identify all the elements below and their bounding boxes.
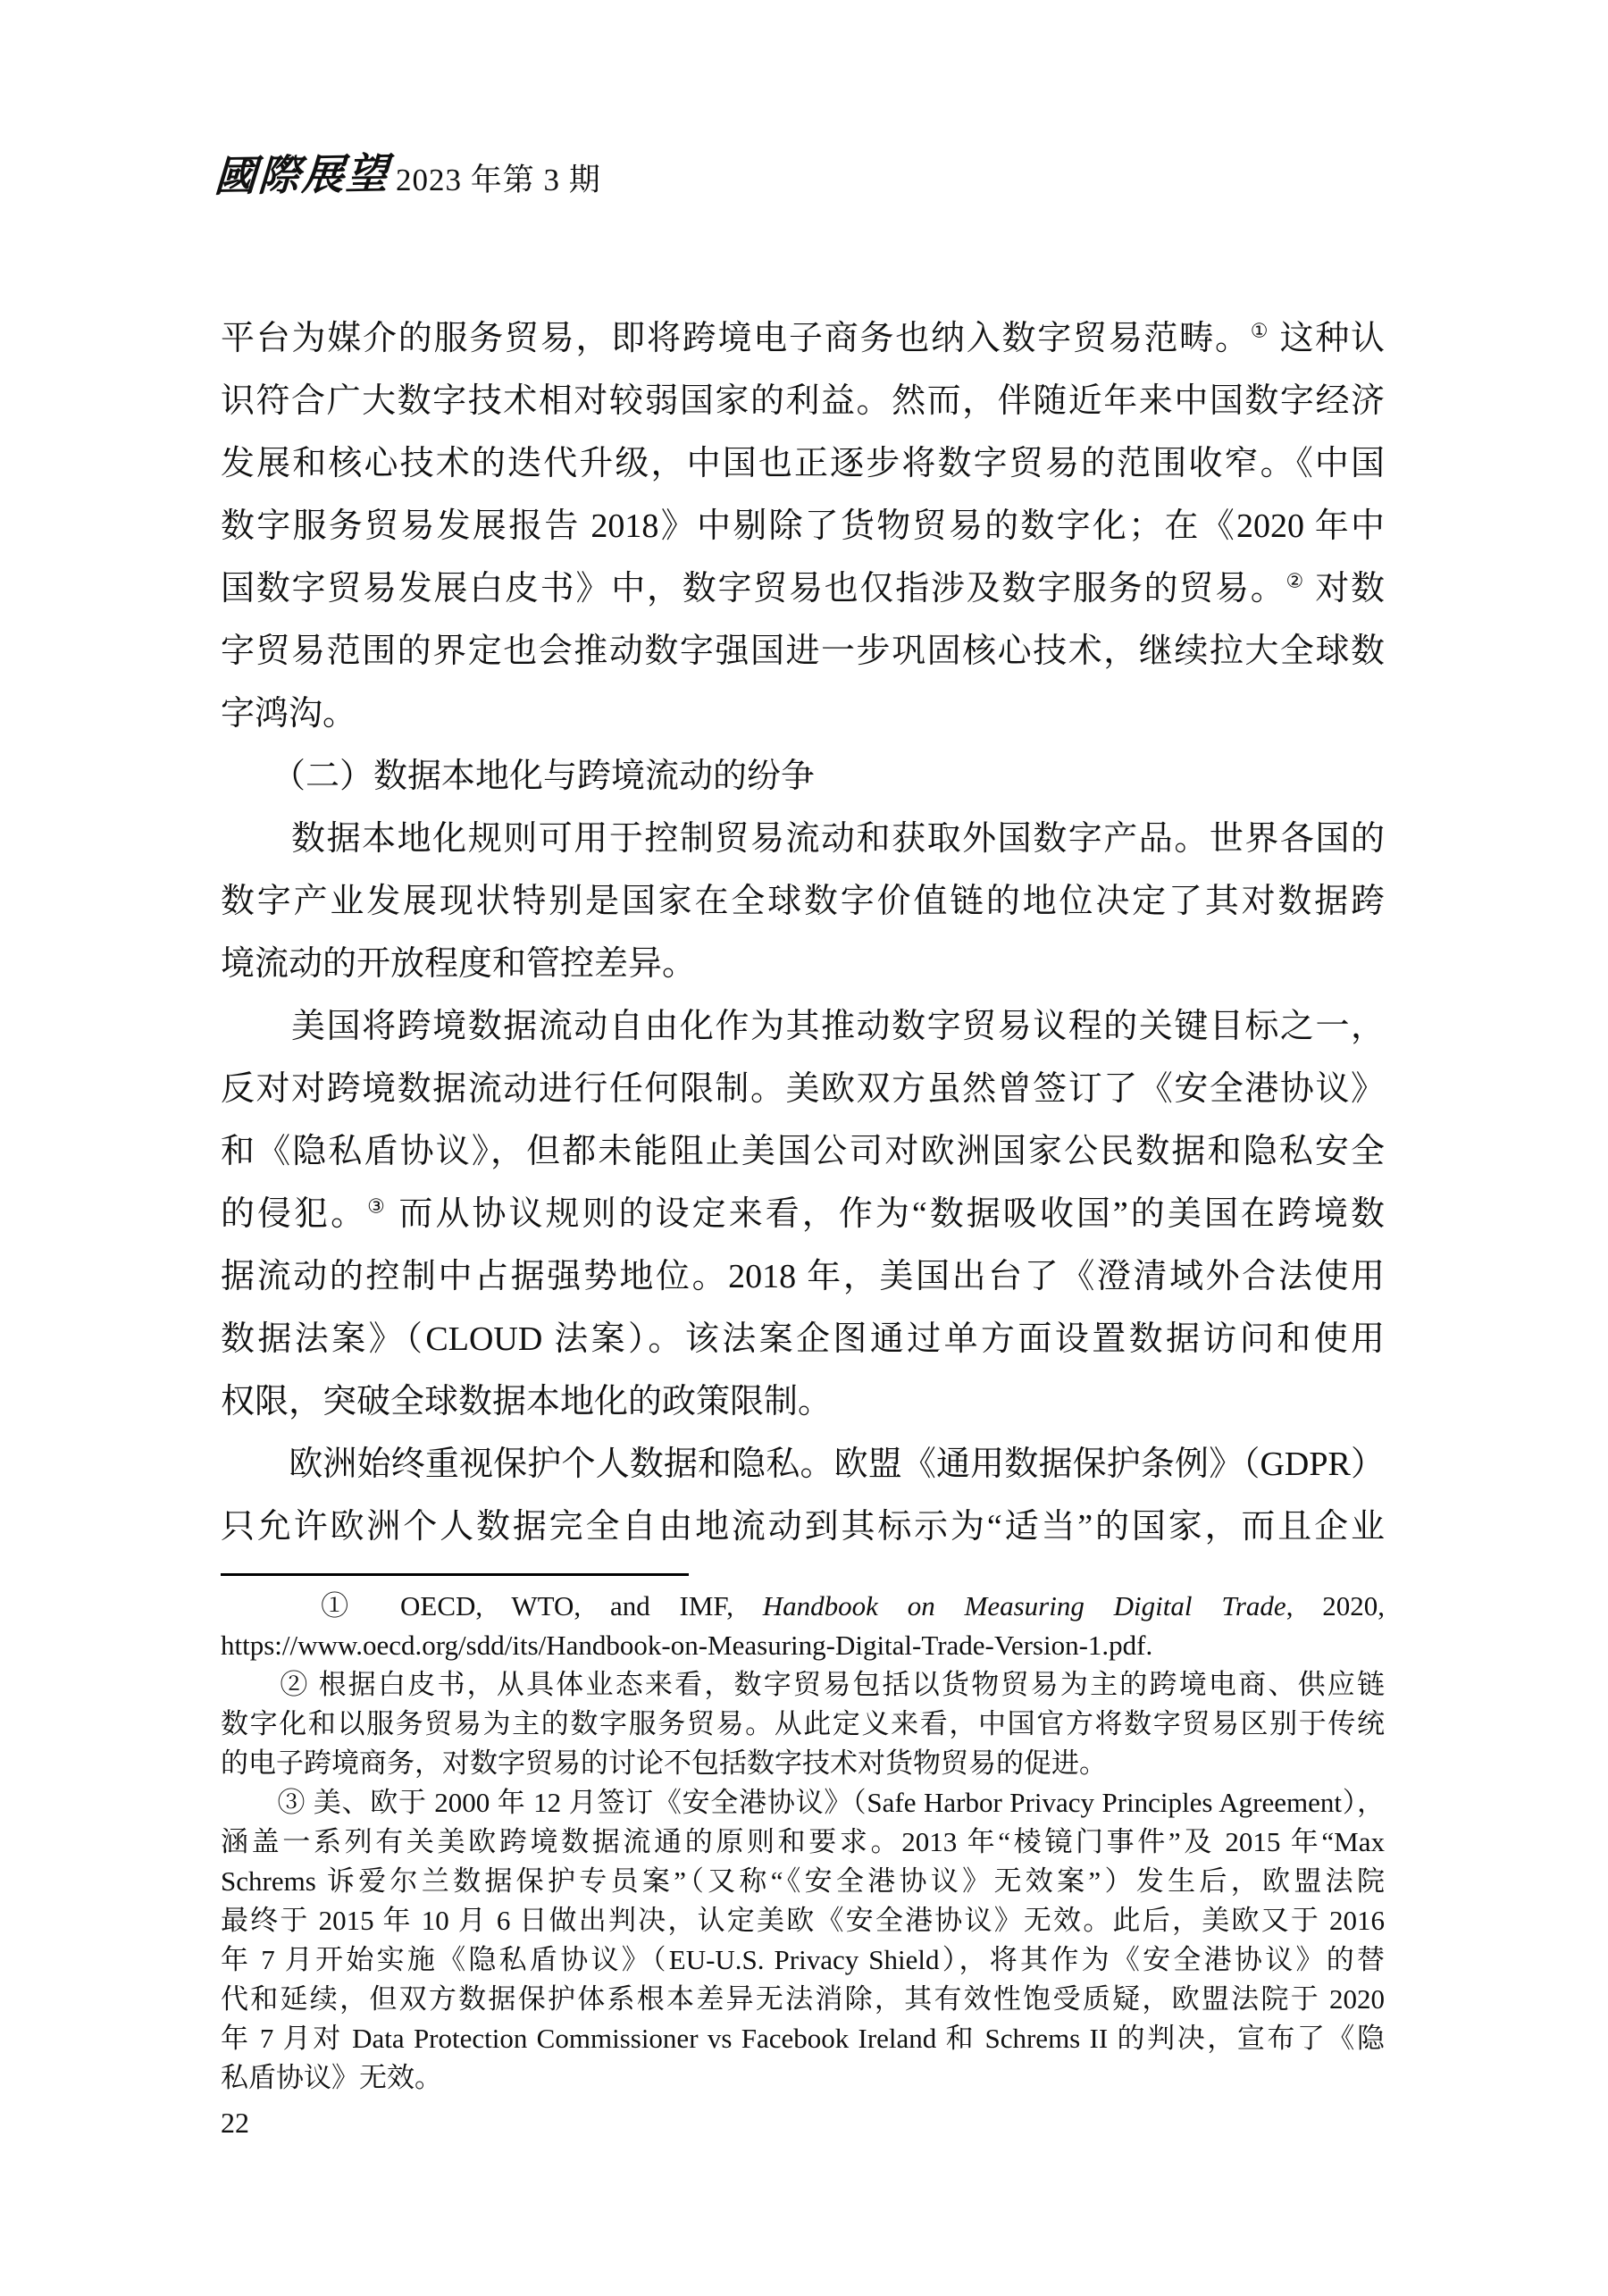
footnote-line: [221, 1980, 1385, 2019]
body-text-line: [221, 1433, 1385, 1496]
text-run: 的侵犯。: [221, 1195, 368, 1233]
body-text-line: [221, 1058, 1385, 1120]
text-run: 反对对跨境数据流动进行任何限制。美欧双方虽然曾签订了《安全港协议》: [221, 1070, 1385, 1108]
text-run: 涵盖一系列有关美欧跨境数据流通的原则和要求。2013 年“棱镜门事件”及 2015 年“Max: [221, 1826, 1385, 1857]
journal-logo: 國際展望: [213, 151, 391, 201]
text-run: 境流动的开放程度和管控差异。: [221, 945, 697, 983]
text-run: ③ 美、欧于 2000 年 12 月签订《安全港协议》（Safe Harbor Privacy Principles Agreement），: [221, 1787, 1385, 1818]
footnote-line: [221, 2019, 1385, 2058]
text-run: 年 7 月开始实施《隐私盾协议》（EU-U.S. Privacy Shield），将其作为《安全港协议》的替: [221, 1944, 1385, 1975]
footnote-line: [221, 1901, 1385, 1940]
text-run: 数据本地化规则可用于控制贸易流动和获取外国数字产品。世界各国的: [221, 820, 1385, 858]
text-run: 代和延续，但双方数据保护体系根本差异无法消除，其有效性饱受质疑，欧盟法院于 2020: [221, 1983, 1385, 2015]
body-text-line: [221, 307, 1385, 370]
footnote-divider: [221, 1573, 689, 1576]
text-run: 字鸿沟。: [221, 695, 357, 733]
body-text-line: [221, 808, 1385, 870]
body-text-line: [221, 1308, 1385, 1370]
footnote-line: [221, 1862, 1385, 1901]
footnote-line: [221, 1940, 1385, 1980]
text-run: 发展和核心技术的迭代升级，中国也正逐步将数字贸易的范围收窄。《中国: [221, 445, 1385, 482]
text-run: 字贸易范围的界定也会推动数字强国进一步巩固核心技术，继续拉大全球数: [221, 633, 1385, 670]
text-run: , 2020,: [1286, 1590, 1385, 1621]
text-run: 最终于 2015 年 10 月 6 日做出判决，认定美欧《安全港协议》无效。此后，美欧又于 2016: [221, 1905, 1385, 1936]
text-run: 这种认: [1269, 320, 1385, 357]
body-text-line: [221, 683, 1385, 745]
issue-label: 2023 年第 3 期: [396, 163, 601, 197]
body-text-line: [221, 432, 1385, 495]
body-text-line: [221, 557, 1385, 620]
text-run: ② 根据白皮书，从具体业态来看，数字贸易包括以货物贸易为主的跨境电商、供应链: [221, 1669, 1385, 1700]
body-text-line: [221, 495, 1385, 557]
footnote-line: [221, 1587, 1385, 1626]
text-run: https://www.oecd.org/sdd/its/Handbook-on-Measuring-Digital-Trade-Version-1.pdf.: [221, 1630, 1153, 1661]
page-number: 22: [221, 2107, 249, 2139]
text-run: 国数字贸易发展白皮书》中，数字贸易也仅指涉及数字服务的贸易。: [221, 570, 1286, 608]
text-run: 私盾协议》无效。: [221, 2062, 442, 2093]
footnote-line: [221, 1626, 1385, 1665]
footnote-ref-marker: ③: [367, 1194, 388, 1218]
footnote-line: [221, 1705, 1385, 1744]
text-run: 对数: [1304, 570, 1385, 608]
footnote-line: [221, 1823, 1385, 1862]
body-text-line: [221, 1120, 1385, 1183]
text-run: 数字化和以服务贸易为主的数字服务贸易。从此定义来看，中国官方将数字贸易区别于传统: [221, 1708, 1385, 1739]
text-run: Schrems 诉爱尔兰数据保护专员案”（又称“《安全港协议》无效案”）发生后，欧盟法院: [221, 1865, 1385, 1897]
text-run: 数字产业发展现状特别是国家在全球数字价值链的地位决定了其对数据跨: [221, 883, 1385, 920]
body-text-line: [221, 1370, 1385, 1433]
text-run: 欧洲始终重视保护个人数据和隐私。欧盟《通用数据保护条例》（GDPR）: [221, 1445, 1385, 1483]
body-text-line: [221, 870, 1385, 933]
article-body: [221, 307, 1385, 1558]
text-run: 美国将跨境数据流动自由化作为其推动数字贸易议程的关键目标之一，: [221, 1008, 1385, 1045]
body-text-line: [221, 1496, 1385, 1558]
text-run: （二）数据本地化与跨境流动的纷争: [221, 758, 816, 795]
body-text-line: [221, 745, 1385, 808]
footnote-line: [221, 1783, 1385, 1823]
body-text-line: [221, 370, 1385, 432]
footnote-ref-marker: ②: [1286, 569, 1305, 592]
body-text-line: [221, 620, 1385, 683]
body-text-line: [221, 995, 1385, 1058]
body-text-line: [221, 1183, 1385, 1245]
text-run: 只允许欧洲个人数据完全自由地流动到其标示为“适当”的国家，而且企业: [221, 1508, 1385, 1546]
footnotes: [221, 1587, 1385, 2098]
text-run: 据流动的控制中占据强势地位。2018 年，美国出台了《澄清域外合法使用: [221, 1258, 1385, 1295]
body-text-line: [221, 1245, 1385, 1308]
text-run: 权限，突破全球数据本地化的政策限制。: [221, 1383, 833, 1420]
text-run: 数据法案》（CLOUD 法案）。该法案企图通过单方面设置数据访问和使用: [221, 1320, 1385, 1358]
footnote-line: [221, 1665, 1385, 1705]
text-run: ① OECD, WTO, and IMF,: [221, 1590, 763, 1621]
footnote-ref-marker: ①: [1250, 319, 1270, 342]
footnote-line: [221, 1744, 1385, 1783]
text-run: 而从协议规则的设定来看，作为“数据吸收国”的美国在跨境数: [387, 1195, 1385, 1233]
text-run: 的电子跨境商务，对数字贸易的讨论不包括数字技术对货物贸易的促进。: [221, 1747, 1107, 1779]
text-run: 数字服务贸易发展报告 2018》中剔除了货物贸易的数字化；在《2020 年中: [221, 507, 1385, 545]
body-text-line: [221, 933, 1385, 995]
text-run: Handbook on Measuring Digital Trade: [762, 1590, 1286, 1621]
text-run: 平台为媒介的服务贸易，即将跨境电子商务也纳入数字贸易范畴。: [221, 320, 1251, 357]
text-run: 年 7 月对 Data Protection Commissioner vs Facebook Ireland 和 Schrems II 的判决，宣布了《隐: [221, 2023, 1385, 2054]
footnote-line: [221, 2058, 1385, 2098]
text-run: 识符合广大数字技术相对较弱国家的利益。然而，伴随近年来中国数字经济: [221, 382, 1385, 420]
text-run: 和《隐私盾协议》，但都未能阻止美国公司对欧洲国家公民数据和隐私安全: [221, 1133, 1385, 1170]
